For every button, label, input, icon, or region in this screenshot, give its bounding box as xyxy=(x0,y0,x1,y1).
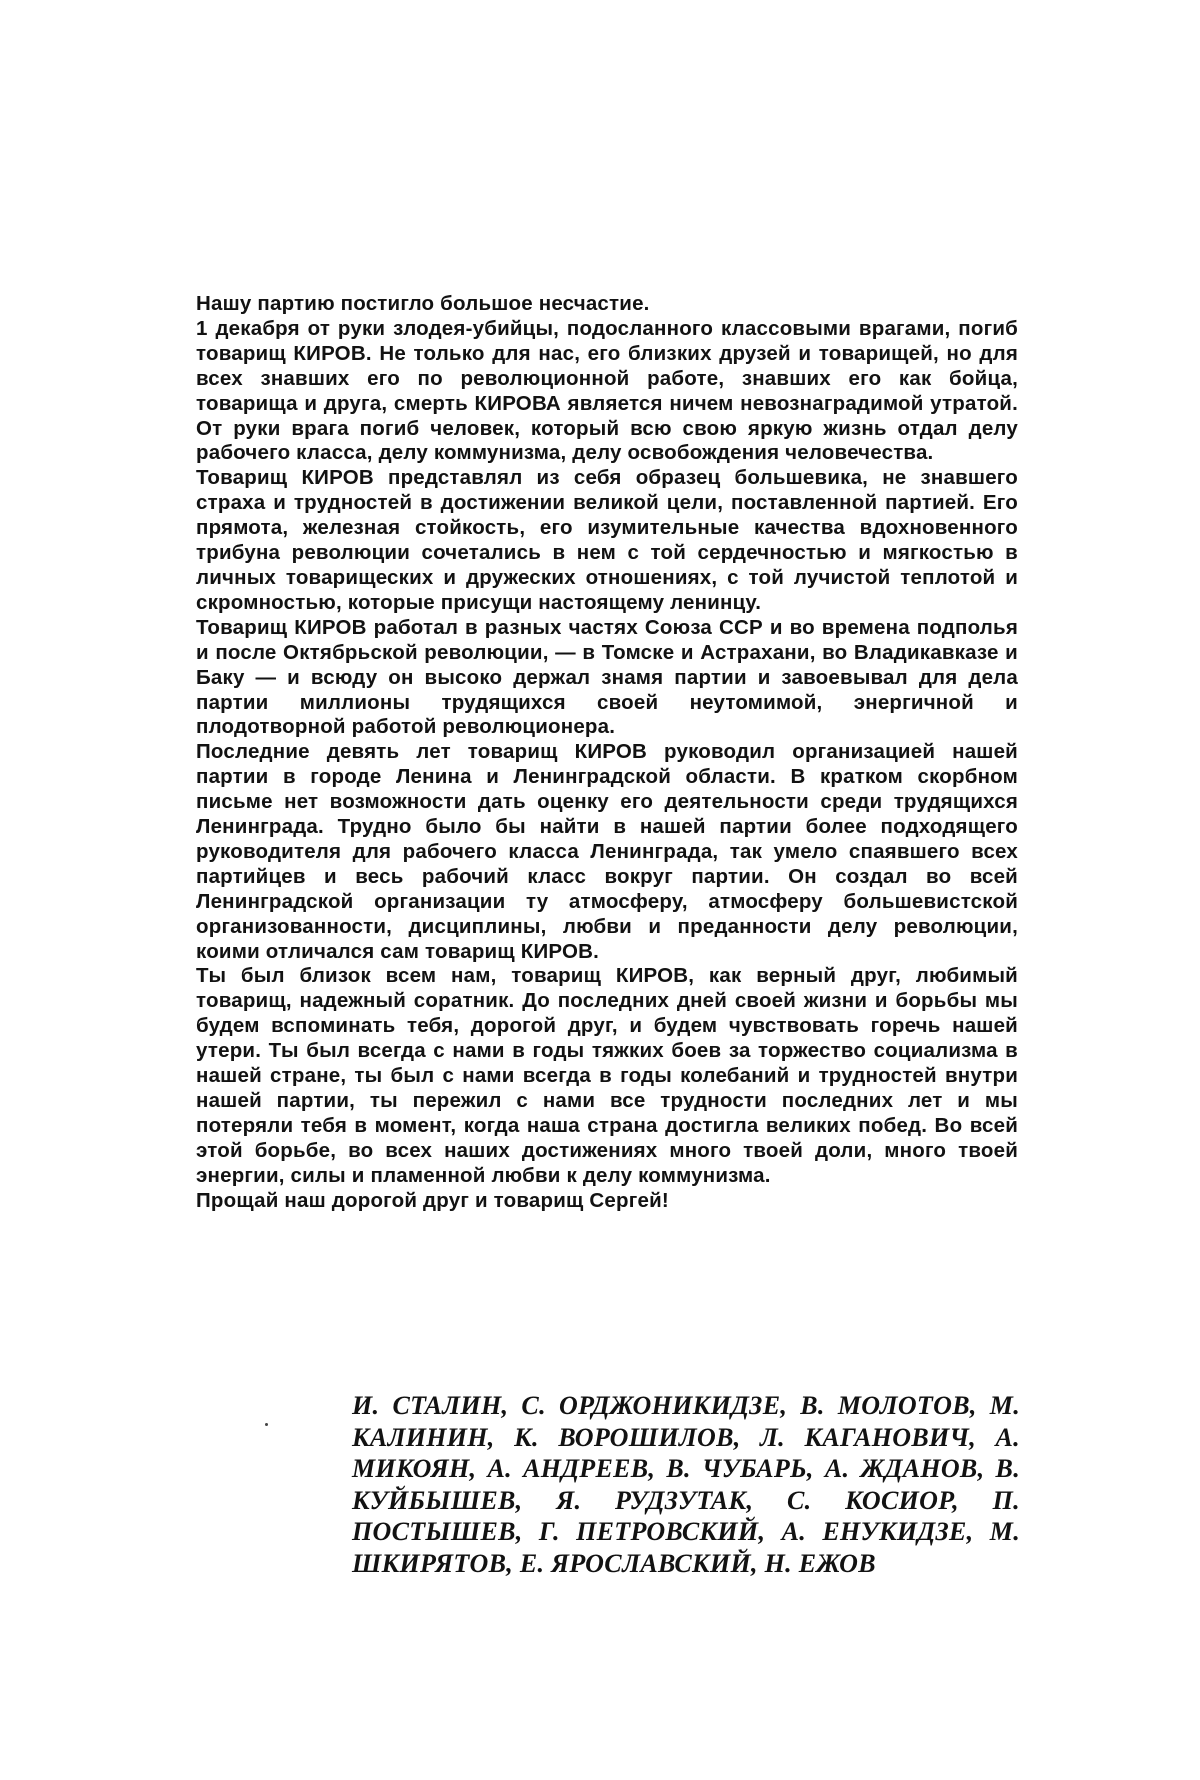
letter-body xyxy=(196,292,1018,1214)
print-speck xyxy=(265,1423,268,1426)
signatures-block: И. СТАЛИН, С. ОРДЖОНИКИДЗЕ, В. МОЛОТОВ, М. КАЛИНИН, К. ВОРОШИЛОВ, Л. КАГАНОВИЧ, А. МИКОЯН, А. АНДРЕЕВ, В. ЧУБАРЬ, А. ЖДАНОВ, В. КУЙБЫШЕВ, Я. РУДЗУТАК, С. КОСИОР, П. ПОСТЫШЕВ, Г. ПЕТРОВСКИЙ, А. ЕНУКИДЗЕ, М. ШКИРЯТОВ, Е. ЯРОСЛАВСКИЙ, Н. ЕЖОВ xyxy=(352,1390,1020,1579)
paragraph-announcement: 1 декабря от руки злодея-убийцы, подосланного классовыми врагами, погиб товарищ КИРОВ. Не только для нас, его близких друзей и товарищей, но для всех знавших его по революционной работе, знавших его как бойца, товарища и друга, смерть КИРОВА является ничем невознаградимой утратой. От руки врага погиб человек, который всю свою яркую жизнь отдал делу рабочего класса, делу коммунизма, делу освобождения человечества. xyxy=(196,317,1018,466)
document-page xyxy=(0,0,1200,1780)
paragraph-leningrad: Последние девять лет товарищ КИРОВ руководил организацией нашей партии в городе Ленина и Ленинградской области. В кратком скорбном письме нет возможности дать оценку его деятельности среди трудящихся Ленинграда. Трудно было бы найти в нашей партии более подходящего руководителя для рабочего класса Ленинграда, так умело спаявшего всех партийцев и весь рабочий класс вокруг партии. Он создал во всей Ленинградской организации ту атмосферу, атмосферу большевистской организованности, дисциплины, любви и преданности делу революции, коими отличался сам товарищ КИРОВ. xyxy=(196,740,1018,964)
paragraph-opening: Нашу партию постигло большое несчастие. xyxy=(196,292,1018,317)
paragraph-character: Товарищ КИРОВ представлял из себя образец большевика, не знавшего страха и трудностей в достижении великой цели, поставленной партией. Его прямота, железная стойкость, его изумительные качества вдохновенного трибуна революции сочетались в нем с той сердечностью и мягкостью в личных товарищеских и дружеских отношениях, с той лучистой теплотой и скромностью, которые присущи настоящему ленинцу. xyxy=(196,466,1018,615)
paragraph-career: Товарищ КИРОВ работал в разных частях Союза ССР и во времена подполья и после Октябрьской революции, — в Томске и Астрахани, во Владикавказе и Баку — и всюду он высоко держал знамя партии и завоевывал для дела партии миллионы трудящихся своей неутомимой, энергичной и плодотворной работой революционера. xyxy=(196,616,1018,741)
paragraph-farewell: Прощай наш дорогой друг и товарищ Сергей! xyxy=(196,1189,1018,1214)
paragraph-address: Ты был близок всем нам, товарищ КИРОВ, как верный друг, любимый товарищ, надежный соратник. До последних дней своей жизни и борьбы мы будем вспоминать тебя, дорогой друг, и будем чувствовать горечь нашей утери. Ты был всегда с нами в годы тяжких боев за торжество социализма в нашей стране, ты был с нами всегда в годы колебаний и трудностей внутри нашей партии, ты пережил с нами все трудности последних лет и мы потеряли тебя в момент, когда наша страна достигла великих побед. Во всей этой борьбе, во всех наших достижениях много твоей доли, много твоей энергии, силы и пламенной любви к делу коммунизма. xyxy=(196,964,1018,1188)
